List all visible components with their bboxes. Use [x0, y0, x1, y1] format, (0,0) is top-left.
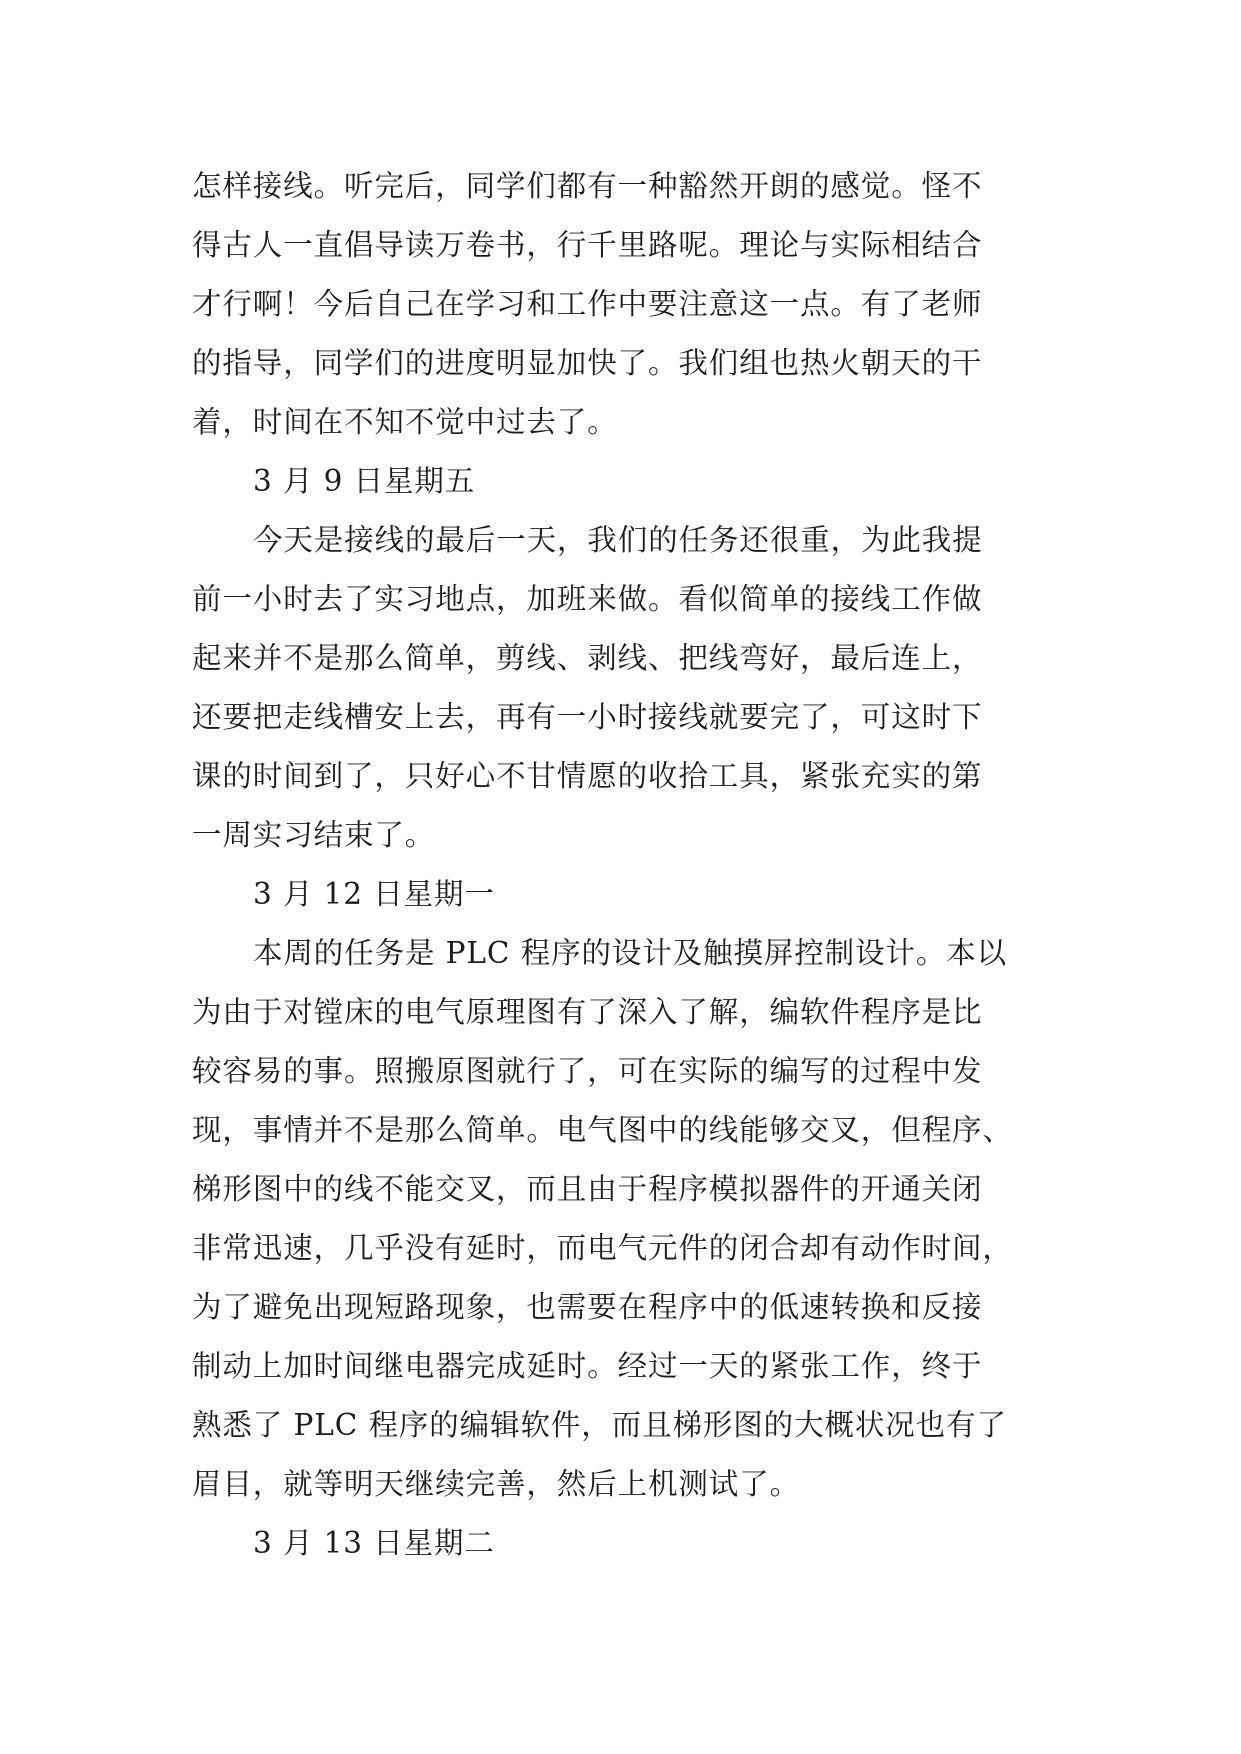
date-heading: 3 月 12 日星期一 [253, 877, 495, 911]
text-line: 前一小时去了实习地点，加班来做。看似简单的接线工作做 [192, 582, 983, 616]
text-line: 得古人一直倡导读万卷书，行千里路呢。理论与实际相结合 [192, 228, 983, 262]
text-line: 为了避免出现短路现象，也需要在程序中的低速转换和反接 [192, 1290, 983, 1324]
document-body [192, 157, 1077, 1573]
text-line: 还要把走线槽安上去，再有一小时接线就要完了，可这时下 [192, 700, 983, 734]
text-line: 现，事情并不是那么简单。电气图中的线能够交叉，但程序、 [192, 1113, 1013, 1147]
text-line: 为由于对镗床的电气原理图有了深入了解，编软件程序是比 [192, 995, 983, 1029]
text-line: 怎样接线。听完后，同学们都有一种豁然开朗的感觉。怪不 [192, 169, 983, 203]
text-line: 制动上加时间继电器完成延时。经过一天的紧张工作，终于 [192, 1349, 983, 1383]
text-line: 一周实习结束了。 [192, 818, 436, 852]
text-line: 本周的任务是 PLC 程序的设计及触摸屏控制设计。本以 [253, 936, 1008, 970]
date-heading: 3 月 13 日星期二 [253, 1526, 495, 1560]
text-line: 较容易的事。照搬原图就行了，可在实际的编写的过程中发 [192, 1054, 983, 1088]
text-line: 课的时间到了，只好心不甘情愿的收拾工具，紧张充实的第 [192, 759, 983, 793]
text-line: 熟悉了 PLC 程序的编辑软件，而且梯形图的大概状况也有了 [192, 1408, 1007, 1442]
text-line: 眉目，就等明天继续完善，然后上机测试了。 [192, 1467, 801, 1501]
text-line: 非常迅速，几乎没有延时，而电气元件的闭合却有动作时间， [192, 1231, 1013, 1265]
date-heading: 3 月 9 日星期五 [253, 464, 476, 498]
text-line: 起来并不是那么简单，剪线、剥线、把线弯好，最后连上， [192, 641, 983, 675]
text-line: 梯形图中的线不能交叉，而且由于程序模拟器件的开通关闭 [192, 1172, 983, 1206]
text-line: 的指导，同学们的进度明显加快了。我们组也热火朝天的干 [192, 346, 983, 380]
text-line: 才行啊！今后自己在学习和工作中要注意这一点。有了老师 [192, 287, 983, 321]
text-line: 着，时间在不知不觉中过去了。 [192, 405, 618, 439]
text-line: 今天是接线的最后一天，我们的任务还很重，为此我提 [253, 523, 983, 557]
